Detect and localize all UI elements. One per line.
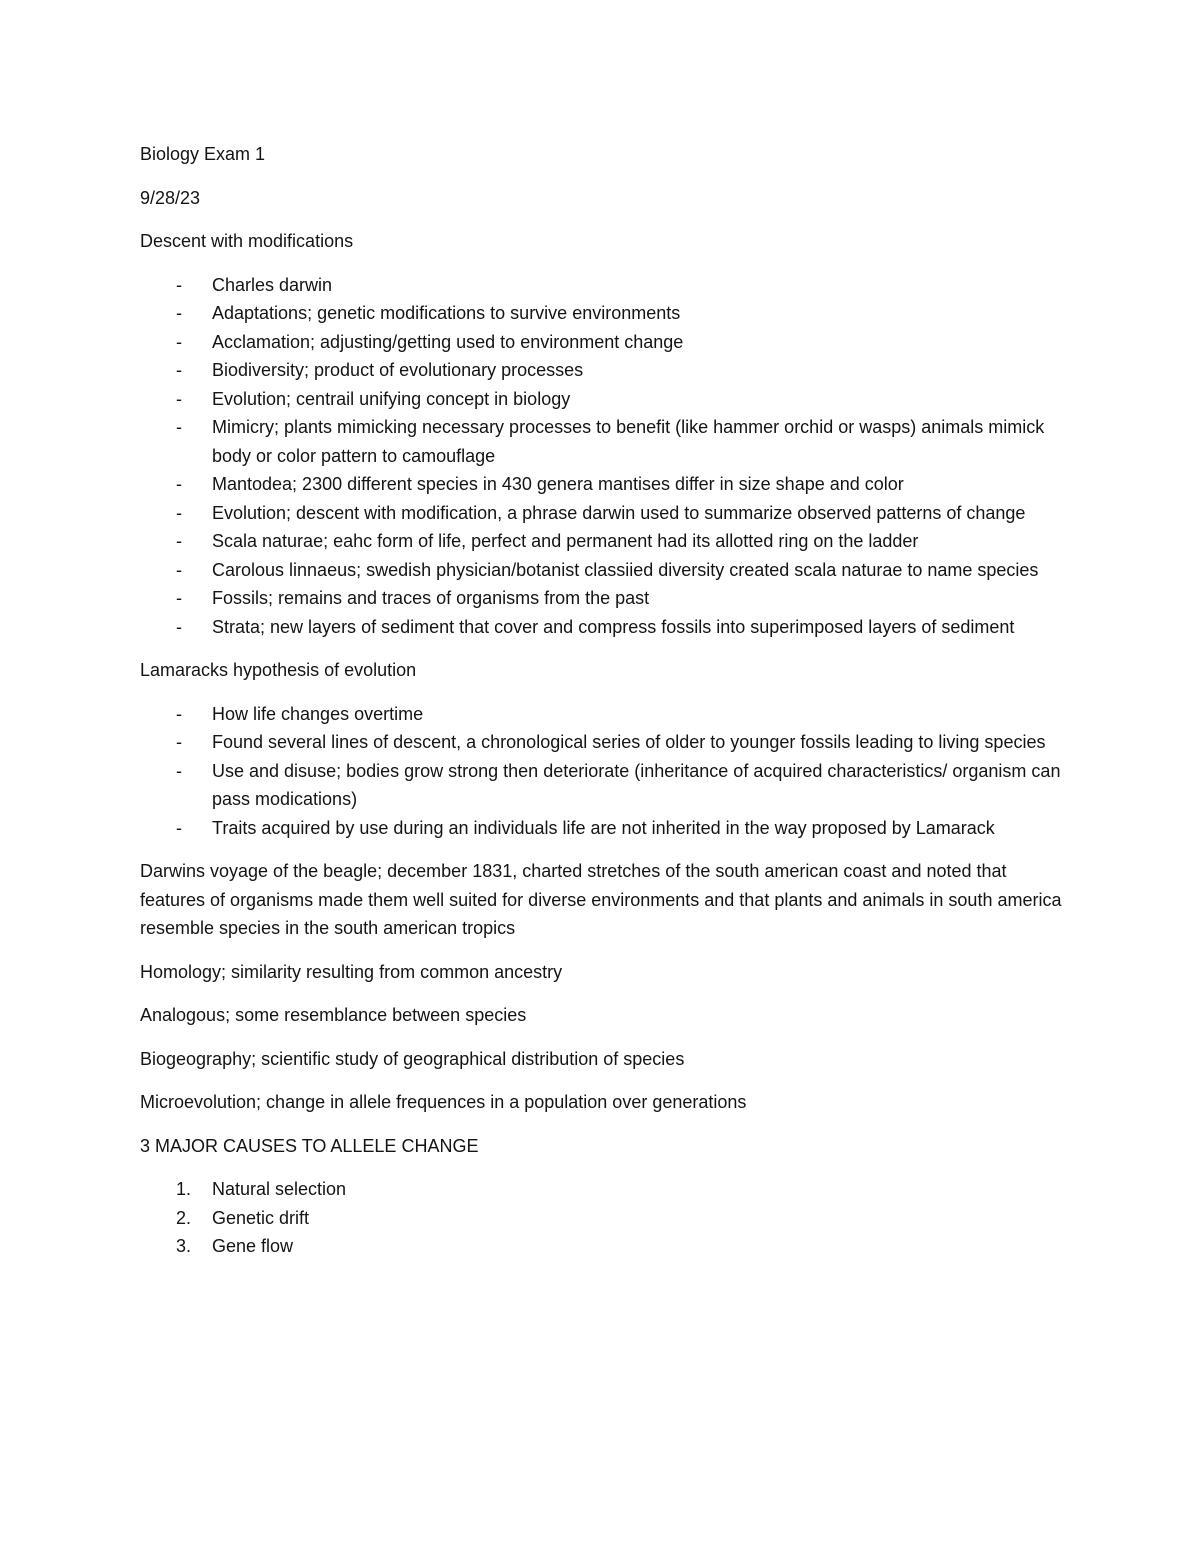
bullet-marker: - — [176, 360, 182, 380]
list-number: 3. — [176, 1236, 192, 1256]
bullet-marker: - — [176, 732, 182, 752]
lamarck-list — [140, 700, 1070, 843]
list-item-text: Found several lines of descent, a chronological series of older to younger fossils leading to living species — [212, 732, 1046, 752]
paragraph-microevolution: Microevolution; change in allele frequences in a population over generations — [140, 1092, 747, 1112]
list-item-text: Evolution; descent with modification, a phrase darwin used to summarize observed patterns of change — [212, 502, 1026, 523]
bullet-marker: - — [176, 760, 182, 781]
paragraph-homology: Homology; similarity resulting from common ancestry — [140, 961, 563, 982]
list-item-text: Biodiversity; product of evolutionary processes — [212, 360, 584, 380]
list-item — [140, 499, 1070, 528]
bullet-marker: - — [176, 474, 182, 494]
list-item-text: Genetic drift — [212, 1207, 310, 1228]
list-item-text: Strata; new layers of sediment that cover and compress fossils into superimposed layers of sediment — [212, 616, 1015, 637]
list-item — [140, 1204, 1070, 1233]
list-item-text: Evolution; centrail unifying concept in biology — [212, 388, 571, 409]
section-heading-lamarck: Lamaracks hypothesis of evolution — [140, 660, 417, 680]
list-item-text: Fossils; remains and traces of organisms from the past — [212, 588, 650, 608]
bullet-marker: - — [176, 417, 182, 437]
document-page — [140, 140, 1070, 1261]
list-item-text: Gene flow — [212, 1236, 294, 1256]
list-item-text: Carolous linnaeus; swedish physician/botanist classiied diversity created scala naturae to name species — [212, 559, 1039, 580]
list-item — [140, 1232, 1070, 1261]
list-item — [140, 814, 1070, 843]
bullet-marker: - — [176, 559, 182, 580]
list-item — [140, 527, 1070, 556]
list-item-text: Natural selection — [212, 1179, 347, 1199]
list-item-text: Mimicry; plants mimicking necessary processes to benefit (like hammer orchid or wasps) animals mimick body or color pattern to camouflage — [212, 417, 1045, 466]
bullet-marker: - — [176, 817, 182, 838]
list-item — [140, 328, 1070, 357]
paragraph-analogous: Analogous; some resemblance between species — [140, 1005, 527, 1025]
list-item-text: Use and disuse; bodies grow strong then deteriorate (inheritance of acquired characteristics/ organism can pass modications) — [212, 760, 1061, 809]
list-item-text: Scala naturae; eahc form of life, perfect and permanent had its allotted ring on the ladder — [212, 531, 919, 551]
list-item — [140, 556, 1070, 585]
section-heading-allele-change: 3 MAJOR CAUSES TO ALLELE CHANGE — [140, 1135, 479, 1156]
section-heading-descent: Descent with modifications — [140, 231, 354, 251]
list-item — [140, 757, 1070, 814]
bullet-marker: - — [176, 502, 182, 523]
list-item — [140, 385, 1070, 414]
bullet-marker: - — [176, 274, 182, 295]
list-item-text: Adaptations; genetic modifications to survive environments — [212, 303, 681, 323]
document-date: 9/28/23 — [140, 187, 201, 208]
list-item-text: Mantodea; 2300 different species in 430 genera mantises differ in size shape and color — [212, 474, 904, 494]
list-item — [140, 356, 1070, 385]
list-item — [140, 584, 1070, 613]
list-item — [140, 299, 1070, 328]
allele-causes-list — [140, 1175, 1070, 1261]
list-item — [140, 470, 1070, 499]
list-item — [140, 613, 1070, 642]
descent-list — [140, 271, 1070, 642]
list-number: 1. — [176, 1179, 192, 1199]
bullet-marker: - — [176, 531, 182, 551]
bullet-marker: - — [176, 588, 182, 608]
bullet-marker: - — [176, 331, 182, 352]
list-item — [140, 413, 1070, 470]
paragraph-biogeography: Biogeography; scientific study of geographical distribution of species — [140, 1048, 685, 1069]
document-title: Biology Exam 1 — [140, 144, 266, 164]
list-item-text: Traits acquired by use during an individuals life are not inherited in the way proposed by Lamarack — [212, 817, 995, 838]
list-item-text: Charles darwin — [212, 274, 333, 295]
bullet-marker: - — [176, 703, 182, 724]
list-number: 2. — [176, 1207, 192, 1228]
list-item — [140, 728, 1070, 757]
list-item-text: Acclamation; adjusting/getting used to environment change — [212, 331, 684, 352]
bullet-marker: - — [176, 616, 182, 637]
bullet-marker: - — [176, 388, 182, 409]
list-item — [140, 700, 1070, 729]
list-item — [140, 1175, 1070, 1204]
list-item-text: How life changes overtime — [212, 703, 424, 724]
bullet-marker: - — [176, 303, 182, 323]
list-item — [140, 271, 1070, 300]
paragraph-voyage: Darwins voyage of the beagle; december 1831, charted stretches of the south american coast and noted that features of organisms made them well suited for diverse environments and that plants and animals in south america resemble species in the south american tropics — [140, 861, 1062, 938]
